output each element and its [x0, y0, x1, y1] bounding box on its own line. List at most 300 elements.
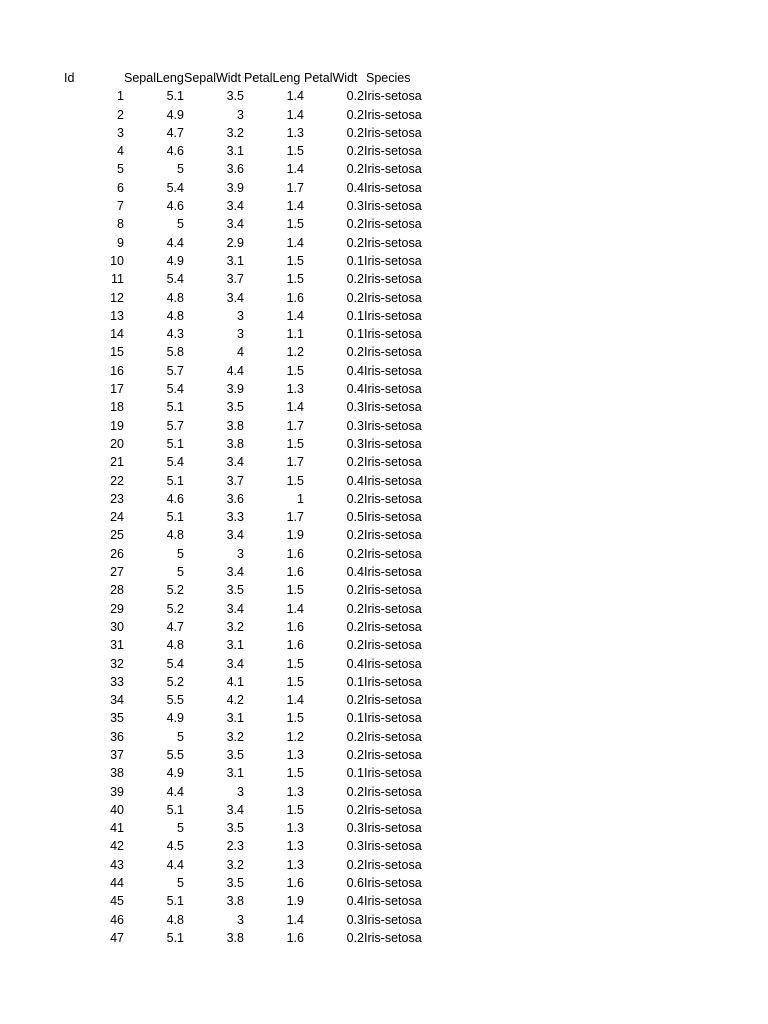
cell-petal-width: 0.1 [346, 253, 364, 268]
cell-sepal-width: 3 [237, 912, 244, 927]
cell-id: 21 [110, 455, 124, 470]
cell-petal-length: 1.1 [286, 327, 304, 342]
table-row [64, 764, 424, 782]
cell-petal-length: 1.5 [286, 473, 304, 488]
cell-petal-width: 0.2 [346, 784, 364, 799]
cell-sepal-width: 3.4 [226, 217, 244, 232]
cell-id: 28 [110, 583, 124, 598]
cell-petal-length: 1.5 [286, 144, 304, 159]
table-row [64, 142, 424, 160]
header-petal-width: PetalWidt [304, 71, 358, 85]
cell-sepal-width: 3.1 [226, 253, 244, 268]
header-row [64, 69, 424, 87]
cell-sepal-width: 3.1 [226, 144, 244, 159]
cell-id: 11 [111, 272, 124, 287]
table-row [64, 307, 424, 325]
cell-species: Iris-setosa [364, 89, 422, 104]
cell-id: 7 [117, 199, 124, 214]
cell-petal-width: 0.2 [346, 802, 364, 817]
header-sepal-width: SepalWidt [184, 71, 241, 85]
cell-sepal-width: 3.4 [226, 290, 244, 305]
cell-petal-length: 1.5 [286, 583, 304, 598]
cell-petal-width: 0.4 [346, 565, 364, 580]
cell-id: 31 [110, 638, 124, 653]
cell-sepal-width: 3.7 [226, 272, 244, 287]
cell-sepal-length: 5.7 [166, 418, 184, 433]
cell-sepal-length: 4.9 [166, 711, 184, 726]
cell-sepal-length: 5 [177, 217, 184, 232]
cell-species: Iris-setosa [364, 144, 422, 159]
cell-petal-length: 1.3 [286, 747, 304, 762]
cell-petal-length: 1.6 [286, 290, 304, 305]
cell-species: Iris-setosa [364, 400, 422, 415]
table-row [64, 270, 424, 288]
cell-species: Iris-setosa [364, 784, 422, 799]
cell-species: Iris-setosa [364, 711, 422, 726]
cell-species: Iris-setosa [364, 894, 422, 909]
table-row [64, 837, 424, 855]
cell-petal-length: 1.3 [286, 382, 304, 397]
table-row [64, 691, 424, 709]
table-row [64, 728, 424, 746]
cell-petal-width: 0.5 [346, 510, 364, 525]
cell-petal-width: 0.4 [346, 473, 364, 488]
cell-sepal-width: 2.3 [226, 839, 244, 854]
cell-petal-length: 1.5 [286, 674, 304, 689]
table-row [64, 508, 424, 526]
cell-petal-length: 1.6 [286, 546, 304, 561]
cell-species: Iris-setosa [364, 235, 422, 250]
cell-id: 34 [110, 693, 124, 708]
cell-sepal-length: 5.2 [166, 601, 184, 616]
cell-species: Iris-setosa [364, 638, 422, 653]
cell-sepal-length: 4.9 [166, 107, 184, 122]
cell-petal-width: 0.2 [346, 546, 364, 561]
table-row [64, 362, 424, 380]
cell-species: Iris-setosa [364, 455, 422, 470]
table-row [64, 581, 424, 599]
table-row [64, 215, 424, 233]
cell-species: Iris-setosa [364, 674, 422, 689]
table-row [64, 545, 424, 563]
cell-species: Iris-setosa [364, 272, 422, 287]
table-row [64, 929, 424, 947]
cell-id: 9 [117, 235, 124, 250]
table-row [64, 673, 424, 691]
cell-id: 17 [110, 382, 124, 397]
cell-petal-length: 1.5 [286, 253, 304, 268]
cell-petal-length: 1.6 [286, 565, 304, 580]
cell-species: Iris-setosa [364, 162, 422, 177]
cell-species: Iris-setosa [364, 125, 422, 140]
cell-id: 6 [117, 180, 124, 195]
table-row [64, 160, 424, 178]
cell-species: Iris-setosa [364, 491, 422, 506]
table-row [64, 343, 424, 361]
cell-sepal-length: 5 [177, 162, 184, 177]
cell-petal-width: 0.4 [346, 363, 364, 378]
cell-id: 43 [110, 857, 124, 872]
cell-petal-width: 0.3 [346, 912, 364, 927]
cell-sepal-length: 4.6 [166, 199, 184, 214]
cell-petal-length: 1.5 [286, 272, 304, 287]
cell-sepal-width: 3.5 [226, 821, 244, 836]
cell-id: 40 [110, 802, 124, 817]
cell-petal-width: 0.2 [346, 107, 364, 122]
cell-sepal-length: 4.7 [166, 125, 184, 140]
table-row [64, 472, 424, 490]
cell-petal-length: 1.6 [286, 619, 304, 634]
cell-sepal-length: 4.8 [166, 912, 184, 927]
cell-id: 10 [110, 253, 124, 268]
cell-species: Iris-setosa [364, 290, 422, 305]
table-row [64, 252, 424, 270]
cell-petal-width: 0.2 [346, 125, 364, 140]
cell-sepal-length: 4.4 [166, 857, 184, 872]
cell-sepal-width: 3.8 [226, 436, 244, 451]
cell-petal-width: 0.2 [346, 235, 364, 250]
cell-id: 1 [117, 89, 124, 104]
table-row [64, 106, 424, 124]
cell-petal-width: 0.3 [346, 199, 364, 214]
cell-petal-width: 0.2 [346, 601, 364, 616]
cell-petal-length: 1.3 [286, 125, 304, 140]
cell-petal-length: 1.2 [286, 345, 304, 360]
cell-sepal-width: 3.5 [226, 876, 244, 891]
table-row [64, 911, 424, 929]
cell-petal-width: 0.3 [346, 821, 364, 836]
cell-species: Iris-setosa [364, 510, 422, 525]
cell-species: Iris-setosa [364, 546, 422, 561]
cell-id: 33 [110, 674, 124, 689]
cell-petal-length: 1.7 [286, 510, 304, 525]
cell-petal-length: 1.4 [286, 235, 304, 250]
cell-species: Iris-setosa [364, 253, 422, 268]
cell-id: 42 [110, 839, 124, 854]
cell-petal-length: 1.4 [286, 89, 304, 104]
table-row [64, 197, 424, 215]
cell-petal-length: 1.4 [286, 601, 304, 616]
cell-petal-width: 0.1 [346, 308, 364, 323]
cell-sepal-width: 3.5 [226, 747, 244, 762]
cell-petal-length: 1.4 [286, 107, 304, 122]
cell-id: 32 [110, 656, 124, 671]
cell-petal-length: 1.5 [286, 363, 304, 378]
table-row [64, 618, 424, 636]
cell-id: 46 [110, 912, 124, 927]
cell-petal-width: 0.2 [346, 491, 364, 506]
cell-sepal-width: 3.2 [226, 619, 244, 634]
cell-id: 26 [110, 546, 124, 561]
cell-sepal-length: 5.4 [166, 180, 184, 195]
cell-petal-length: 1.3 [286, 784, 304, 799]
cell-species: Iris-setosa [364, 436, 422, 451]
cell-petal-width: 0.4 [346, 180, 364, 195]
cell-sepal-width: 3.4 [226, 565, 244, 580]
table-row [64, 783, 424, 801]
table-row [64, 709, 424, 727]
cell-id: 30 [110, 619, 124, 634]
cell-petal-width: 0.2 [346, 930, 364, 945]
cell-id: 41 [110, 821, 124, 836]
cell-petal-length: 1.4 [286, 400, 304, 415]
cell-petal-width: 0.2 [346, 638, 364, 653]
cell-sepal-width: 3.5 [226, 583, 244, 598]
cell-species: Iris-setosa [364, 857, 422, 872]
cell-species: Iris-setosa [364, 930, 422, 945]
cell-sepal-width: 3.9 [226, 382, 244, 397]
cell-sepal-width: 3.4 [226, 199, 244, 214]
cell-sepal-width: 3.8 [226, 418, 244, 433]
cell-sepal-width: 4.1 [226, 674, 244, 689]
cell-petal-length: 1.5 [286, 656, 304, 671]
table-row [64, 892, 424, 910]
header-sepal-length: SepalLeng [124, 71, 184, 85]
header-species: Species [366, 71, 411, 85]
cell-sepal-length: 4.4 [166, 235, 184, 250]
cell-petal-length: 1.5 [286, 766, 304, 781]
header-id: Id [64, 71, 75, 85]
cell-sepal-width: 3.3 [226, 510, 244, 525]
cell-petal-length: 1.7 [286, 180, 304, 195]
cell-sepal-width: 3.4 [226, 802, 244, 817]
cell-species: Iris-setosa [364, 565, 422, 580]
cell-sepal-width: 3 [237, 784, 244, 799]
cell-species: Iris-setosa [364, 729, 422, 744]
table-row [64, 417, 424, 435]
cell-petal-length: 1.4 [286, 199, 304, 214]
cell-species: Iris-setosa [364, 308, 422, 323]
cell-petal-length: 1.3 [286, 839, 304, 854]
cell-species: Iris-setosa [364, 601, 422, 616]
cell-sepal-length: 5.7 [166, 363, 184, 378]
cell-sepal-length: 4.8 [166, 638, 184, 653]
cell-species: Iris-setosa [364, 619, 422, 634]
cell-petal-width: 0.3 [346, 400, 364, 415]
cell-sepal-width: 3.7 [226, 473, 244, 488]
cell-sepal-width: 3.4 [226, 656, 244, 671]
cell-species: Iris-setosa [364, 912, 422, 927]
cell-species: Iris-setosa [364, 363, 422, 378]
cell-species: Iris-setosa [364, 693, 422, 708]
cell-petal-width: 0.2 [346, 747, 364, 762]
cell-sepal-width: 3.9 [226, 180, 244, 195]
cell-sepal-length: 5 [177, 821, 184, 836]
cell-sepal-length: 4.4 [166, 784, 184, 799]
cell-id: 12 [110, 290, 124, 305]
cell-id: 47 [110, 930, 124, 945]
cell-sepal-length: 5.1 [166, 89, 184, 104]
cell-sepal-width: 3 [237, 107, 244, 122]
table-row [64, 490, 424, 508]
cell-sepal-width: 3.2 [226, 857, 244, 872]
cell-id: 14 [110, 327, 124, 342]
cell-sepal-width: 3.4 [226, 601, 244, 616]
cell-sepal-length: 4.5 [166, 839, 184, 854]
table-row [64, 856, 424, 874]
cell-petal-length: 1.4 [286, 912, 304, 927]
table-row [64, 600, 424, 618]
cell-petal-length: 1.6 [286, 930, 304, 945]
cell-petal-width: 0.2 [346, 345, 364, 360]
table-row [64, 801, 424, 819]
cell-petal-length: 1 [297, 491, 304, 506]
cell-petal-width: 0.2 [346, 162, 364, 177]
cell-id: 35 [110, 711, 124, 726]
cell-petal-length: 1.4 [286, 693, 304, 708]
cell-sepal-width: 4.4 [226, 363, 244, 378]
cell-sepal-width: 3.2 [226, 125, 244, 140]
cell-sepal-width: 3.6 [226, 491, 244, 506]
cell-sepal-length: 5.1 [166, 802, 184, 817]
cell-id: 24 [110, 510, 124, 525]
cell-sepal-length: 5.2 [166, 674, 184, 689]
cell-sepal-width: 3 [237, 546, 244, 561]
table-row [64, 819, 424, 837]
cell-id: 2 [117, 107, 124, 122]
cell-sepal-length: 5.4 [166, 382, 184, 397]
cell-id: 25 [110, 528, 124, 543]
cell-petal-length: 1.9 [286, 528, 304, 543]
table-row [64, 398, 424, 416]
cell-species: Iris-setosa [364, 656, 422, 671]
cell-species: Iris-setosa [364, 747, 422, 762]
cell-id: 5 [117, 162, 124, 177]
cell-id: 16 [110, 363, 124, 378]
cell-petal-width: 0.3 [346, 436, 364, 451]
cell-petal-width: 0.2 [346, 619, 364, 634]
cell-id: 8 [117, 217, 124, 232]
cell-sepal-length: 5 [177, 729, 184, 744]
cell-sepal-length: 4.6 [166, 144, 184, 159]
table-row [64, 526, 424, 544]
cell-sepal-width: 2.9 [226, 235, 244, 250]
cell-species: Iris-setosa [364, 839, 422, 854]
cell-sepal-width: 3.8 [226, 894, 244, 909]
cell-species: Iris-setosa [364, 107, 422, 122]
cell-sepal-width: 3.5 [226, 89, 244, 104]
cell-sepal-length: 4.3 [166, 327, 184, 342]
cell-petal-width: 0.1 [346, 766, 364, 781]
cell-id: 15 [110, 345, 124, 360]
cell-sepal-width: 3.5 [226, 400, 244, 415]
header-petal-length: PetalLeng [244, 71, 301, 85]
table-row [64, 234, 424, 252]
cell-id: 37 [110, 747, 124, 762]
cell-sepal-width: 3.1 [226, 638, 244, 653]
table-row [64, 563, 424, 581]
cell-sepal-length: 5.5 [166, 693, 184, 708]
cell-sepal-width: 3.1 [226, 711, 244, 726]
iris-table [64, 69, 424, 947]
cell-sepal-length: 5.1 [166, 473, 184, 488]
cell-petal-width: 0.6 [346, 876, 364, 891]
cell-sepal-width: 3 [237, 308, 244, 323]
cell-id: 22 [110, 473, 124, 488]
cell-id: 36 [110, 729, 124, 744]
cell-petal-length: 1.5 [286, 436, 304, 451]
table-row [64, 380, 424, 398]
cell-petal-width: 0.2 [346, 89, 364, 104]
table-row [64, 636, 424, 654]
cell-species: Iris-setosa [364, 802, 422, 817]
cell-petal-width: 0.2 [346, 217, 364, 232]
cell-species: Iris-setosa [364, 766, 422, 781]
cell-sepal-length: 5.8 [166, 345, 184, 360]
cell-petal-width: 0.2 [346, 528, 364, 543]
cell-petal-length: 1.5 [286, 217, 304, 232]
cell-petal-width: 0.4 [346, 382, 364, 397]
table-row [64, 435, 424, 453]
cell-species: Iris-setosa [364, 180, 422, 195]
cell-sepal-length: 5.1 [166, 436, 184, 451]
table-row [64, 289, 424, 307]
cell-sepal-length: 5.5 [166, 747, 184, 762]
cell-petal-length: 1.9 [286, 894, 304, 909]
table-row [64, 325, 424, 343]
cell-species: Iris-setosa [364, 876, 422, 891]
cell-species: Iris-setosa [364, 528, 422, 543]
cell-species: Iris-setosa [364, 345, 422, 360]
cell-petal-length: 1.7 [286, 418, 304, 433]
cell-sepal-length: 4.9 [166, 253, 184, 268]
cell-sepal-width: 3.6 [226, 162, 244, 177]
cell-species: Iris-setosa [364, 382, 422, 397]
cell-sepal-width: 3.2 [226, 729, 244, 744]
cell-species: Iris-setosa [364, 418, 422, 433]
cell-sepal-width: 3.8 [226, 930, 244, 945]
cell-species: Iris-setosa [364, 583, 422, 598]
cell-species: Iris-setosa [364, 821, 422, 836]
cell-sepal-length: 5.1 [166, 510, 184, 525]
cell-sepal-width: 3.1 [226, 766, 244, 781]
cell-petal-width: 0.2 [346, 583, 364, 598]
cell-petal-width: 0.2 [346, 272, 364, 287]
cell-petal-width: 0.3 [346, 418, 364, 433]
table-row [64, 655, 424, 673]
cell-sepal-width: 3.4 [226, 455, 244, 470]
cell-species: Iris-setosa [364, 473, 422, 488]
cell-id: 23 [110, 491, 124, 506]
cell-petal-length: 1.7 [286, 455, 304, 470]
cell-id: 27 [110, 565, 124, 580]
table-row [64, 746, 424, 764]
cell-petal-width: 0.4 [346, 894, 364, 909]
cell-petal-length: 1.5 [286, 711, 304, 726]
cell-petal-length: 1.3 [286, 857, 304, 872]
cell-sepal-length: 5.1 [166, 930, 184, 945]
cell-petal-length: 1.6 [286, 876, 304, 891]
cell-sepal-length: 5 [177, 565, 184, 580]
table-row [64, 874, 424, 892]
cell-petal-width: 0.1 [346, 711, 364, 726]
cell-petal-width: 0.2 [346, 693, 364, 708]
table-row [64, 124, 424, 142]
cell-sepal-width: 3 [237, 327, 244, 342]
cell-id: 18 [110, 400, 124, 415]
table-row [64, 453, 424, 471]
cell-sepal-length: 4.8 [166, 308, 184, 323]
cell-id: 20 [110, 436, 124, 451]
data-sheet [64, 69, 444, 947]
cell-sepal-length: 5.4 [166, 455, 184, 470]
cell-sepal-length: 4.7 [166, 619, 184, 634]
cell-petal-width: 0.3 [346, 839, 364, 854]
cell-petal-length: 1.4 [286, 308, 304, 323]
cell-sepal-length: 4.8 [166, 528, 184, 543]
cell-sepal-width: 3.4 [226, 528, 244, 543]
cell-sepal-length: 5 [177, 876, 184, 891]
